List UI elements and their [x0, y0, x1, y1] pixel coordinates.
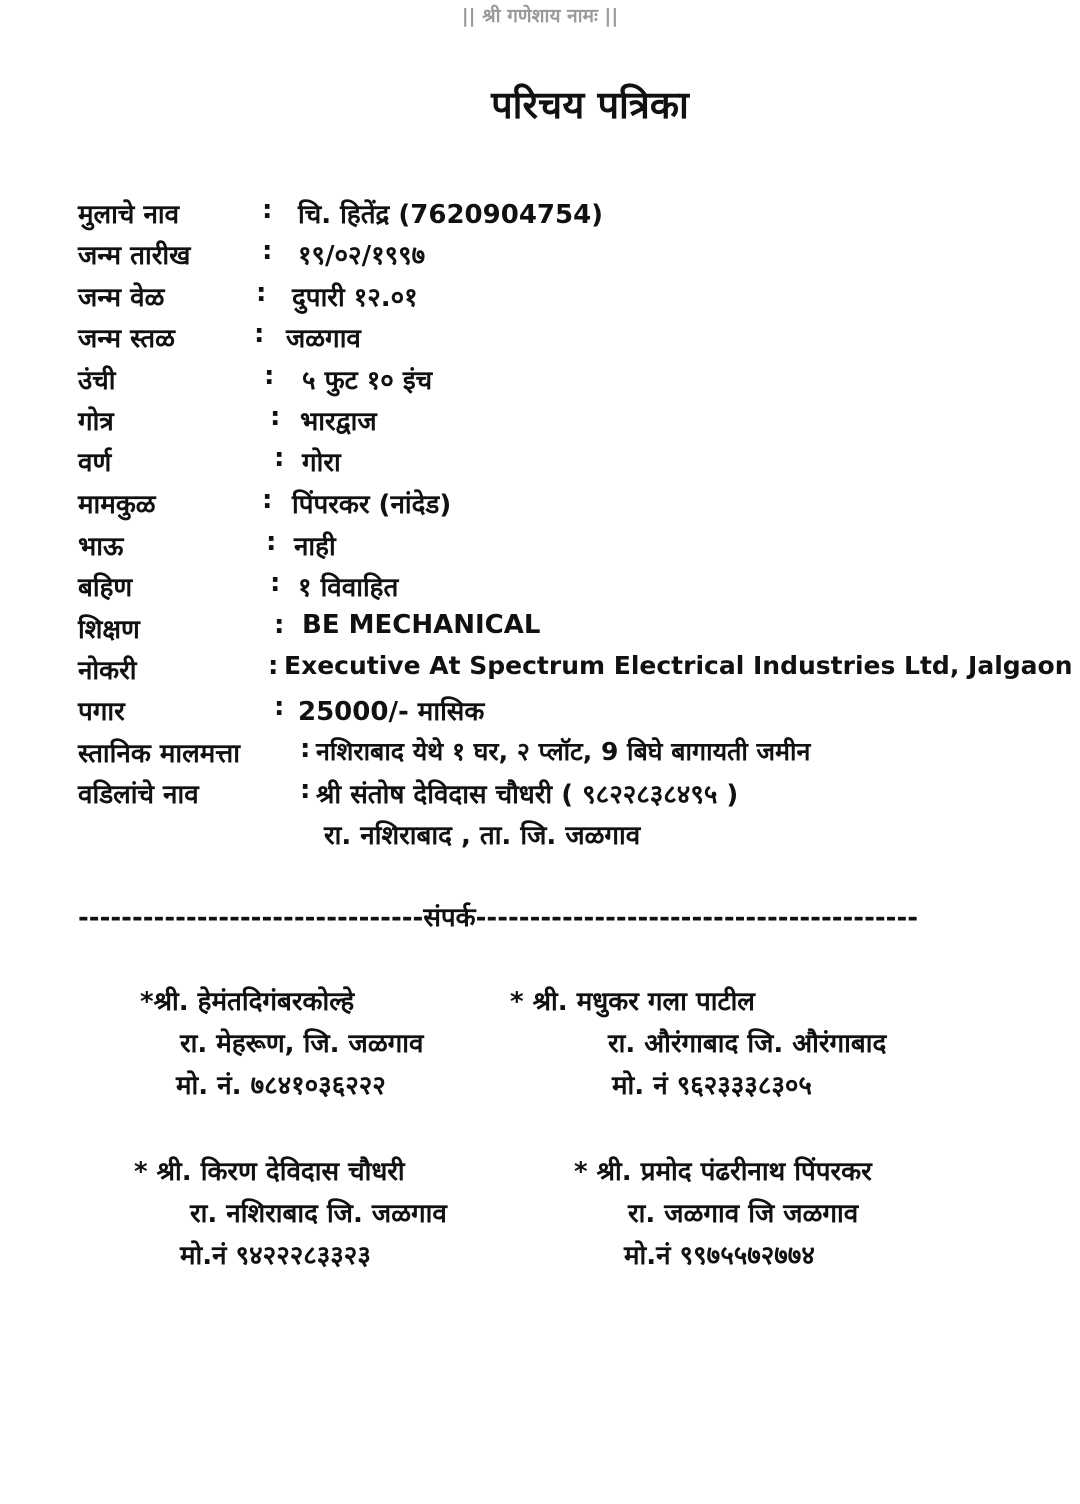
detail-value: १९/०२/१९९७ — [298, 241, 426, 271]
contact-name: *श्री. हेमंतदिगंबरकोल्हे — [140, 987, 355, 1017]
detail-label: वडिलांचे नाव — [78, 780, 199, 810]
contact-address: रा. नशिराबाद जि. जळगाव — [190, 1199, 447, 1229]
detail-colon: : — [300, 734, 311, 764]
detail-colon: : — [264, 361, 275, 391]
detail-colon: : — [268, 651, 279, 681]
page-title: परिचय पत्रिका — [491, 83, 689, 127]
detail-label: जन्म वेळ — [78, 283, 165, 313]
detail-label: पगार — [78, 697, 125, 727]
detail-colon: : — [262, 236, 273, 266]
contact-name: * श्री. किरण देविदास चौधरी — [134, 1157, 405, 1187]
detail-value: ५ फुट १० इंच — [302, 366, 433, 396]
detail-value: Executive At Spectrum Electrical Industries Ltd, Jalgaon — [284, 651, 1073, 680]
detail-colon: : — [254, 319, 265, 349]
contact-divider — [78, 898, 958, 934]
detail-colon: : — [266, 527, 277, 557]
detail-value: BE MECHANICAL — [302, 610, 541, 640]
father-address: रा. नशिराबाद , ता. जि. जळगाव — [324, 821, 641, 851]
detail-colon: : — [300, 775, 311, 805]
detail-label: बहिण — [78, 573, 133, 603]
detail-colon: : — [256, 278, 267, 308]
detail-value: भारद्वाज — [300, 407, 377, 437]
detail-label: शिक्षण — [78, 615, 140, 645]
detail-value: नाही — [294, 532, 336, 562]
detail-value: नशिराबाद येथे १ घर, २ प्लॉट, 9 बिघे बागायती जमीन — [316, 737, 811, 766]
detail-value: 25000/- मासिक — [298, 697, 485, 727]
contact-name: * श्री. मधुकर गला पाटील — [510, 987, 755, 1017]
detail-label: नोकरी — [78, 656, 137, 686]
detail-value: गोरा — [302, 448, 341, 478]
detail-label: स्तानिक मालमत्ता — [78, 739, 241, 769]
contact-name: * श्री. प्रमोद पंढरीनाथ पिंपरकर — [574, 1157, 872, 1187]
divider-label: संपर्क — [423, 903, 476, 933]
contact-address: रा. मेहरूण, जि. जळगाव — [180, 1029, 424, 1059]
contact-phone: मो. नं ९६२३३३८३०५ — [612, 1071, 812, 1101]
detail-value: दुपारी १२.०१ — [292, 283, 418, 313]
contact-phone: मो. नं. ७८४१०३६२२२ — [176, 1071, 386, 1101]
detail-value: जळगाव — [286, 324, 361, 354]
detail-value: श्री संतोष देविदास चौधरी ( ९८२२८३८४९५ ) — [316, 780, 739, 810]
detail-label: जन्म स्तळ — [78, 324, 175, 354]
detail-colon: : — [262, 485, 273, 515]
detail-value: १ विवाहित — [298, 573, 399, 603]
detail-value: पिंपरकर (नांदेड) — [292, 490, 452, 520]
contact-phone: मो.नं ९९७५५७२७७४ — [624, 1241, 815, 1271]
contact-address: रा. औरंगाबाद जि. औरंगाबाद — [608, 1029, 887, 1059]
divider-dashes-left: -------------------------------- — [78, 903, 424, 933]
detail-colon: : — [274, 443, 285, 473]
detail-label: मामकुळ — [78, 490, 156, 520]
contact-address: रा. जळगाव जि जळगाव — [628, 1199, 859, 1229]
detail-colon: : — [274, 610, 285, 640]
divider-dashes-right: ----------------------------------------- — [475, 903, 919, 933]
detail-colon: : — [270, 568, 281, 598]
detail-colon: : — [262, 195, 273, 225]
detail-label: जन्म तारीख — [78, 241, 191, 271]
detail-colon: : — [270, 402, 281, 432]
detail-colon: : — [274, 692, 285, 722]
detail-label: भाऊ — [78, 532, 124, 562]
detail-label: मुलाचे नाव — [78, 200, 180, 230]
invocation-line: || श्री गणेशाय नामः || — [461, 5, 619, 27]
detail-label: गोत्र — [78, 407, 114, 437]
detail-label: उंची — [78, 366, 116, 396]
detail-value: चि. हितेंद्र (7620904754) — [298, 200, 604, 230]
contact-phone: मो.नं ९४२२२८३३२३ — [180, 1241, 371, 1271]
detail-label: वर्ण — [78, 448, 112, 478]
